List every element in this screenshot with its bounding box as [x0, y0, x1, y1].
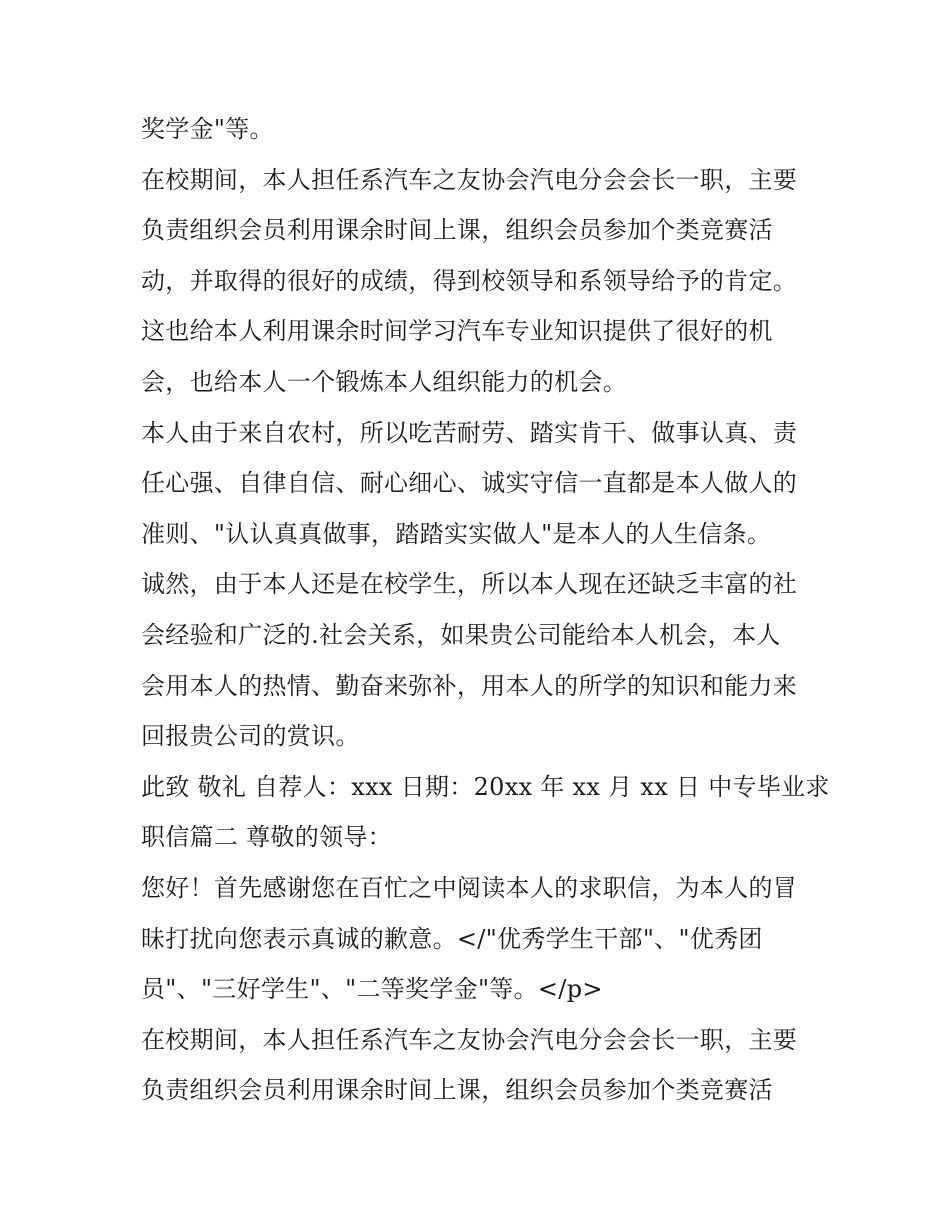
- text-line: 诚然，由于本人还是在校学生，所以本人现在还缺乏丰富的社: [141, 570, 798, 599]
- text-line: 昧打扰向您表示真诚的歉意。</"优秀学生干部"、"优秀团: [141, 924, 763, 953]
- text-line: 员"、"三好学生"、"二等奖学金"等。</p>: [141, 975, 603, 1004]
- text-line: 您好！首先感谢您在百忙之中阅读本人的求职信，为本人的冒: [141, 873, 798, 902]
- text-line: 负责组织会员利用课余时间上课，组织会员参加个类竞赛活: [141, 1076, 773, 1105]
- text-line: 回报贵公司的赏识。: [141, 722, 360, 751]
- text-line: 本人由于来自农村，所以吃苦耐劳、踏实肯干、做事认真、责: [141, 418, 798, 447]
- document-body: [141, 104, 841, 1116]
- text-line: 负责组织会员利用课余时间上课，组织会员参加个类竞赛活: [141, 216, 773, 245]
- text-line: 会用本人的热情、勤奋来弥补，用本人的所学的知识和能力来: [141, 671, 798, 700]
- text-line: 会经验和广泛的.社会关系，如果贵公司能给本人机会，本人: [141, 620, 781, 649]
- text-line: 此致 敬礼 自荐人：xxx 日期：20xx 年 xx 月 xx 日 中专毕业求: [141, 772, 830, 801]
- text-line: 奖学金"等。: [141, 115, 274, 143]
- text-line: 在校期间，本人担任系汽车之友协会汽电分会会长一职，主要: [141, 1025, 798, 1054]
- text-line: 会，也给本人一个锻炼本人组织能力的机会。: [141, 367, 627, 396]
- text-line: 在校期间，本人担任系汽车之友协会汽电分会会长一职，主要: [141, 165, 798, 194]
- text-line: 准则、"认认真真做事，踏踏实实做人"是本人的人生信条。: [141, 519, 772, 548]
- text-line: 任心强、自律自信、耐心细心、诚实守信一直都是本人做人的: [141, 469, 798, 498]
- text-line: 职信篇二 尊敬的领导：: [141, 823, 392, 852]
- text-line: 动，并取得的很好的成绩，得到校领导和系领导给予的肯定。: [141, 266, 798, 295]
- text-line: 这也给本人利用课余时间学习汽车专业知识提供了很好的机: [141, 317, 773, 346]
